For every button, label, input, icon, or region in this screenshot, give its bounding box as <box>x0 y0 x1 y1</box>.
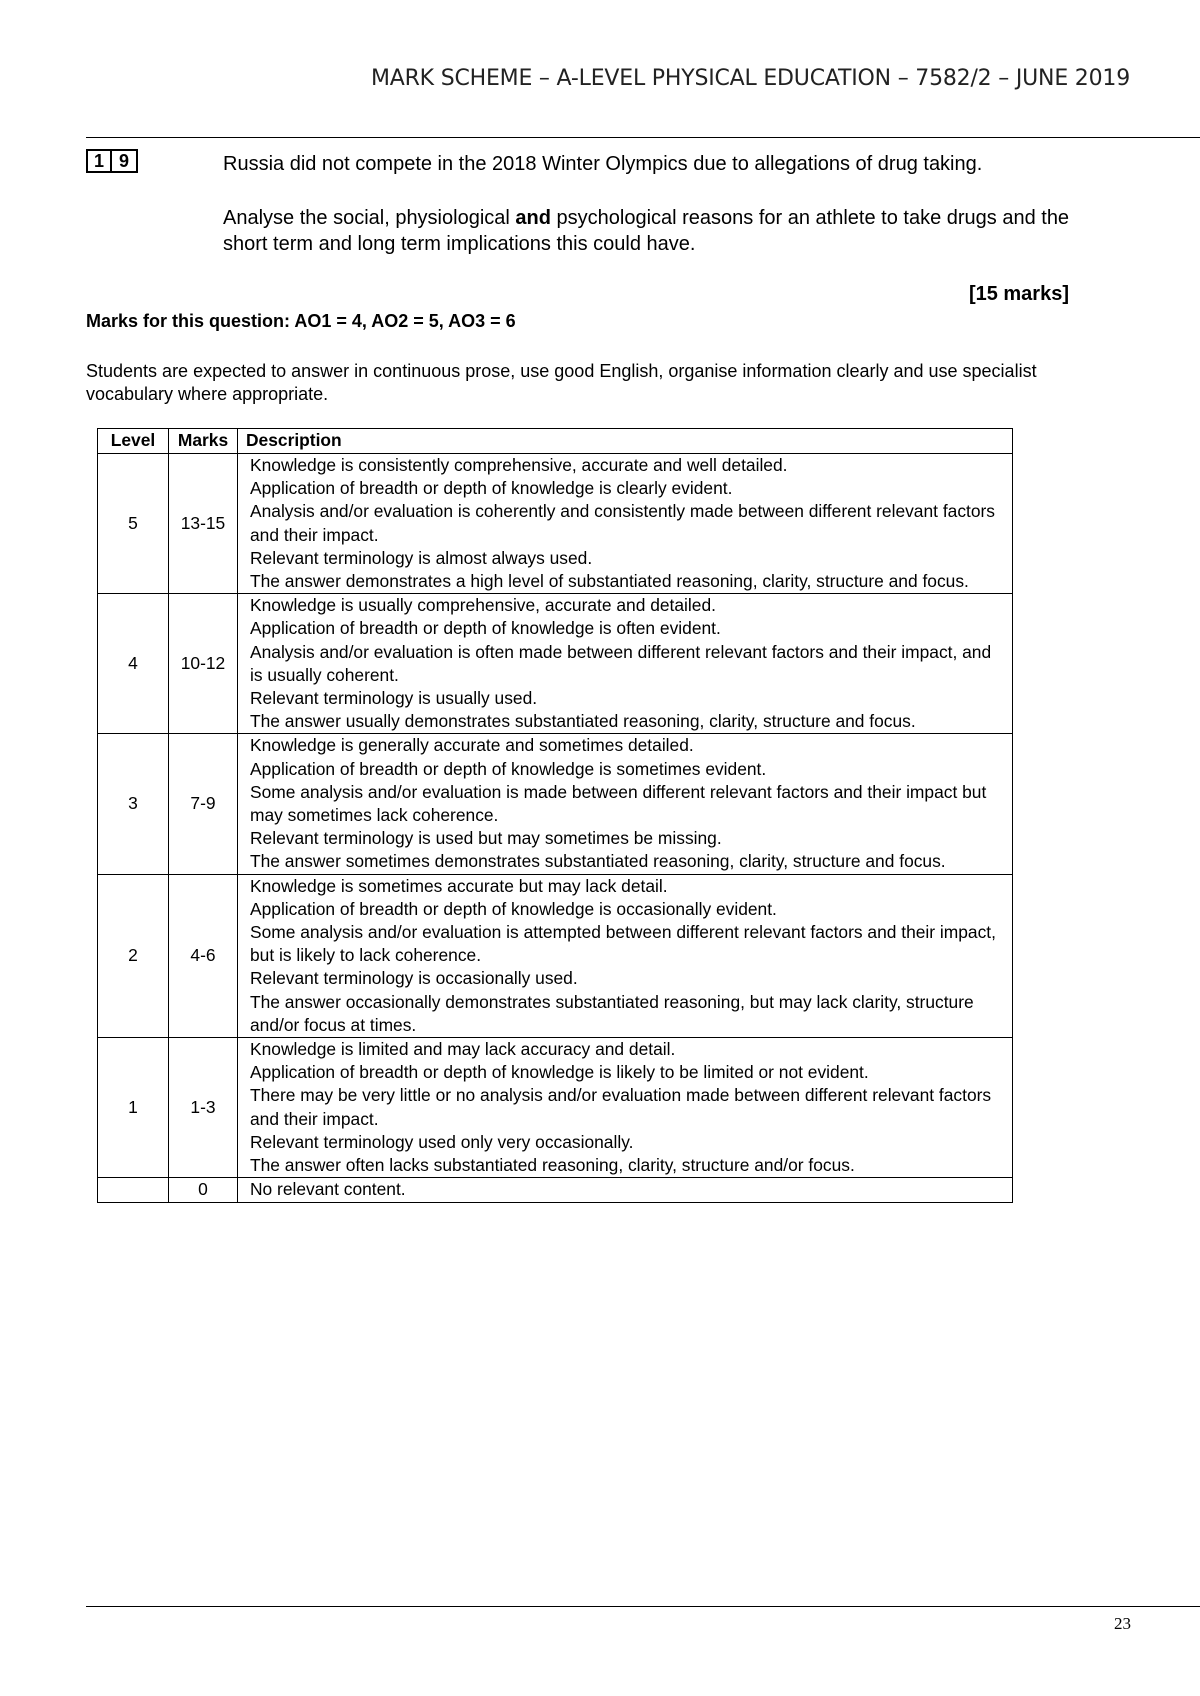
question-task-part: psychological reasons for an athlete to take drugs and the short term and long term implications this could have. <box>223 207 1070 255</box>
description-cell <box>238 734 1013 874</box>
table-row <box>98 454 1013 594</box>
header-divider <box>86 137 1200 138</box>
description-line: Relevant terminology is used but may sometimes be missing. <box>250 828 722 849</box>
description-line: Knowledge is usually comprehensive, accurate and detailed. <box>250 595 716 616</box>
level-cell: 5 <box>98 454 169 594</box>
page-header-title: MARK SCHEME – A-LEVEL PHYSICAL EDUCATION – 7582/2 – JUNE 2019 <box>370 66 1130 91</box>
marks-cell: 4-6 <box>169 874 238 1037</box>
marking-instructions: Students are expected to answer in continuous prose, use good English, organise information clearly and use specialist vocabulary where appropriate. <box>86 361 1037 404</box>
description-line: There may be very little or no analysis and/or evaluation made between different relevant factors and their impact. <box>250 1085 992 1129</box>
marks-cell: 1-3 <box>169 1038 238 1178</box>
level-cell: 1 <box>98 1038 169 1178</box>
assessment-objectives: Marks for this question: AO1 = 4, AO2 = 5, AO3 = 6 <box>86 311 516 331</box>
question-number-digit: 1 <box>86 149 112 173</box>
column-header-level: Level <box>98 429 169 454</box>
table-row <box>98 594 1013 734</box>
table-body <box>98 454 1013 1203</box>
description-line: Knowledge is limited and may lack accuracy and detail. <box>250 1039 676 1060</box>
footer-divider <box>86 1606 1200 1607</box>
description-line: Application of breadth or depth of knowledge is sometimes evident. <box>250 758 767 779</box>
description-cell <box>238 594 1013 734</box>
description-line: Relevant terminology is usually used. <box>250 688 538 709</box>
question-task-part: Analyse the social, physiological <box>223 207 516 229</box>
description-line: The answer often lacks substantiated reasoning, clarity, structure and/or focus. <box>250 1155 855 1176</box>
level-cell: 2 <box>98 874 169 1037</box>
description-line: Knowledge is consistently comprehensive, accurate and well detailed. <box>250 455 788 475</box>
description-line: Application of breadth or depth of knowledge is likely to be limited or not evident. <box>250 1062 869 1083</box>
description-line: Relevant terminology is almost always used. <box>250 547 593 568</box>
question-task <box>223 205 1083 257</box>
description-line: Analysis and/or evaluation is coherently and consistently made between different relevant factors and their impact. <box>250 501 996 545</box>
question-task-emphasis: and <box>515 207 551 229</box>
column-header-description: Description <box>238 429 1013 454</box>
table-row <box>98 734 1013 874</box>
marks-cell: 7-9 <box>169 734 238 874</box>
page-number: 23 <box>1114 1614 1131 1633</box>
description-line: The answer demonstrates a high level of substantiated reasoning, clarity, structure and focus. <box>250 571 969 592</box>
description-line: Application of breadth or depth of knowledge is often evident. <box>250 618 721 639</box>
description-line: Knowledge is generally accurate and sometimes detailed. <box>250 735 694 756</box>
question-text <box>223 151 1083 285</box>
question-number <box>86 149 138 173</box>
description-line: Some analysis and/or evaluation is attempted between different relevant factors and their impact, but is likely to lack coherence. <box>250 922 996 966</box>
description-cell <box>238 874 1013 1037</box>
total-marks: [15 marks] <box>968 283 1069 305</box>
table-row <box>98 874 1013 1037</box>
question-number-digit: 9 <box>112 149 138 173</box>
description-line: No relevant content. <box>250 1179 406 1200</box>
column-header-marks: Marks <box>169 429 238 454</box>
marks-cell: 13-15 <box>169 454 238 594</box>
description-line: Application of breadth or depth of knowledge is occasionally evident. <box>250 898 777 919</box>
marks-cell: 10-12 <box>169 594 238 734</box>
marks-cell: 0 <box>169 1178 238 1202</box>
description-line: Relevant terminology is occasionally used. <box>250 968 578 989</box>
level-cell: 3 <box>98 734 169 874</box>
level-cell: 4 <box>98 594 169 734</box>
description-line: The answer usually demonstrates substantiated reasoning, clarity, structure and focus. <box>250 711 916 732</box>
description-line: Knowledge is sometimes accurate but may lack detail. <box>250 875 668 896</box>
description-line: The answer sometimes demonstrates substantiated reasoning, clarity, structure and focus. <box>250 851 946 872</box>
description-line: Analysis and/or evaluation is often made between different relevant factors and their impact, and is usually coherent. <box>250 641 992 685</box>
question-stem: Russia did not compete in the 2018 Winter Olympics due to allegations of drug taking. <box>223 153 983 175</box>
level-descriptors-table <box>97 428 1013 1203</box>
description-cell <box>238 1178 1013 1202</box>
description-line: Application of breadth or depth of knowledge is clearly evident. <box>250 478 733 499</box>
description-line: The answer occasionally demonstrates substantiated reasoning, but may lack clarity, structure and/or focus at times. <box>250 991 974 1035</box>
level-cell <box>98 1178 169 1202</box>
description-line: Relevant terminology used only very occasionally. <box>250 1131 634 1152</box>
description-line: Some analysis and/or evaluation is made between different relevant factors and their impact but may sometimes lack coherence. <box>250 781 987 826</box>
description-cell <box>238 454 1013 594</box>
table-row <box>98 1038 1013 1178</box>
table-row <box>98 1178 1013 1202</box>
description-cell <box>238 1038 1013 1178</box>
table-header-row <box>98 429 1013 454</box>
